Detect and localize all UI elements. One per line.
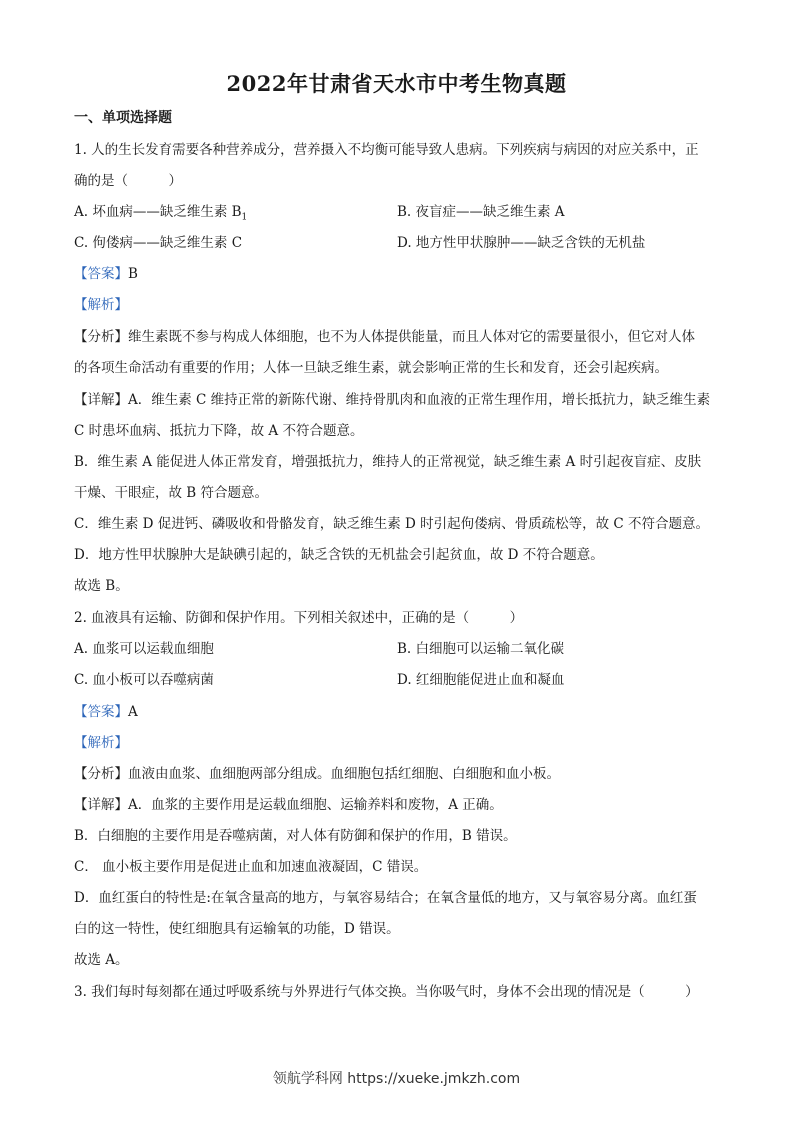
fenxi-tag: 【分析】 [74, 766, 128, 782]
detail-text: A．血浆的主要作用是运载血细胞、运输养料和废物，A 正确。 [128, 797, 503, 813]
q1-detail-a-line-1 [74, 390, 724, 410]
q1-detail-d: D．地方性甲状腺肿大是缺碘引起的，缺乏含铁的无机盐会引起贫血，故 D 不符合题意。 [74, 547, 604, 563]
page-title: 2022年甘肃省天水市中考生物真题 [226, 71, 567, 96]
q1-option-d: D. 地方性甲状腺肿——缺乏含铁的无机盐 [397, 235, 646, 251]
xiangjie-tag: 【详解】 [74, 797, 128, 813]
q2-option-c: C. 血小板可以吞噬病菌 [74, 672, 214, 688]
answer-tag: 【答案】 [74, 266, 128, 282]
q2-detail-c: C． 血小板主要作用是促进止血和加速血液凝固，C 错误。 [74, 859, 428, 875]
q1-detail-c: C．维生素 D 促进钙、磷吸收和骨骼发育，缺乏维生素 D 时引起佝偻病、骨质疏松等，故 C 不符合题意。 [74, 516, 710, 532]
q1-stem-line-2: 确的是（ ） [74, 173, 182, 189]
fenxi-text: 维生素既不参与构成人体细胞，也不为人体提供能量，而且人体对它的需要量很小，但它对人体 [128, 329, 695, 345]
q1-conclusion: 故选 B。 [74, 578, 129, 594]
answer-value: B [128, 266, 138, 282]
q2-analysis-tag: 【解析】 [74, 735, 128, 751]
q1-answer [74, 264, 724, 284]
q1-option-a-subscript: 1 [241, 212, 248, 223]
q2-conclusion: 故选 A。 [74, 952, 129, 968]
detail-text: A．维生素 C 维持正常的新陈代谢、维持骨肌肉和血液的正常生理作用，增长抵抗力，缺乏维生素 [128, 392, 711, 408]
fenxi-tag: 【分析】 [74, 329, 128, 345]
fenxi-text: 血液由血浆、血细胞两部分组成。血细胞包括红细胞、白细胞和血小板。 [128, 766, 560, 782]
q1-stem-line-1: 1. 人的生长发育需要各种营养成分，营养摄入不均衡可能导致人患病。下列疾病与病因的对应关系中，正 [74, 142, 699, 158]
q1-detail-b-line-2: 干燥、干眼症，故 B 符合题意。 [74, 485, 269, 501]
q2-answer [74, 702, 724, 722]
q1-fenxi-line-1 [74, 327, 724, 347]
xiangjie-tag: 【详解】 [74, 392, 128, 408]
q1-fenxi-line-2: 的各项生命活动有重要的作用；人体一旦缺乏维生素，就会影响正常的生长和发育，还会引起疾病。 [74, 360, 668, 376]
q2-detail-a [74, 795, 724, 815]
q3-stem: 3. 我们每时每刻都在通过呼吸系统与外界进行气体交换。当你吸气时，身体不会出现的情况是（ ） [74, 984, 699, 1000]
q2-detail-d-line-1: D．血红蛋白的特性是:在氧含量高的地方，与氧容易结合；在氧含量低的地方，又与氧容易分离。血红蛋 [74, 890, 697, 906]
answer-tag: 【答案】 [74, 704, 128, 720]
q1-analysis-tag: 【解析】 [74, 297, 128, 313]
answer-value: A [128, 704, 138, 720]
q2-detail-d-line-2: 白的这一特性，使红细胞具有运输氧的功能，D 错误。 [74, 921, 400, 937]
q1-option-c: C. 佝偻病——缺乏维生素 C [74, 235, 243, 251]
q1-detail-b-line-1: B．维生素 A 能促进人体正常发育，增强抵抗力，维持人的正常视觉，缺乏维生素 A 时引起夜盲症、皮肤 [74, 454, 702, 470]
q2-option-b: B. 白细胞可以运输二氧化碳 [397, 641, 565, 657]
q2-stem: 2. 血液具有运输、防御和保护作用。下列相关叙述中，正确的是（ ） [74, 610, 524, 626]
q2-detail-b: B．白细胞的主要作用是吞噬病菌，对人体有防御和保护的作用，B 错误。 [74, 828, 517, 844]
q2-option-a: A. 血浆可以运载血细胞 [74, 641, 214, 657]
q1-detail-a-line-2: C 时患坏血病、抵抗力下降，故 A 不符合题意。 [74, 423, 364, 439]
q1-option-a [74, 202, 247, 228]
q2-option-d: D. 红细胞能促进止血和凝血 [397, 672, 565, 688]
q1-option-a-text: A. 坏血病——缺乏维生素 B [74, 204, 242, 220]
section-heading: 一、单项选择题 [74, 110, 172, 126]
q1-option-b: B. 夜盲症——缺乏维生素 A [397, 204, 565, 220]
q2-fenxi [74, 764, 724, 784]
page-footer: 领航学科网 https://xueke.jmkzh.com [272, 1071, 521, 1087]
